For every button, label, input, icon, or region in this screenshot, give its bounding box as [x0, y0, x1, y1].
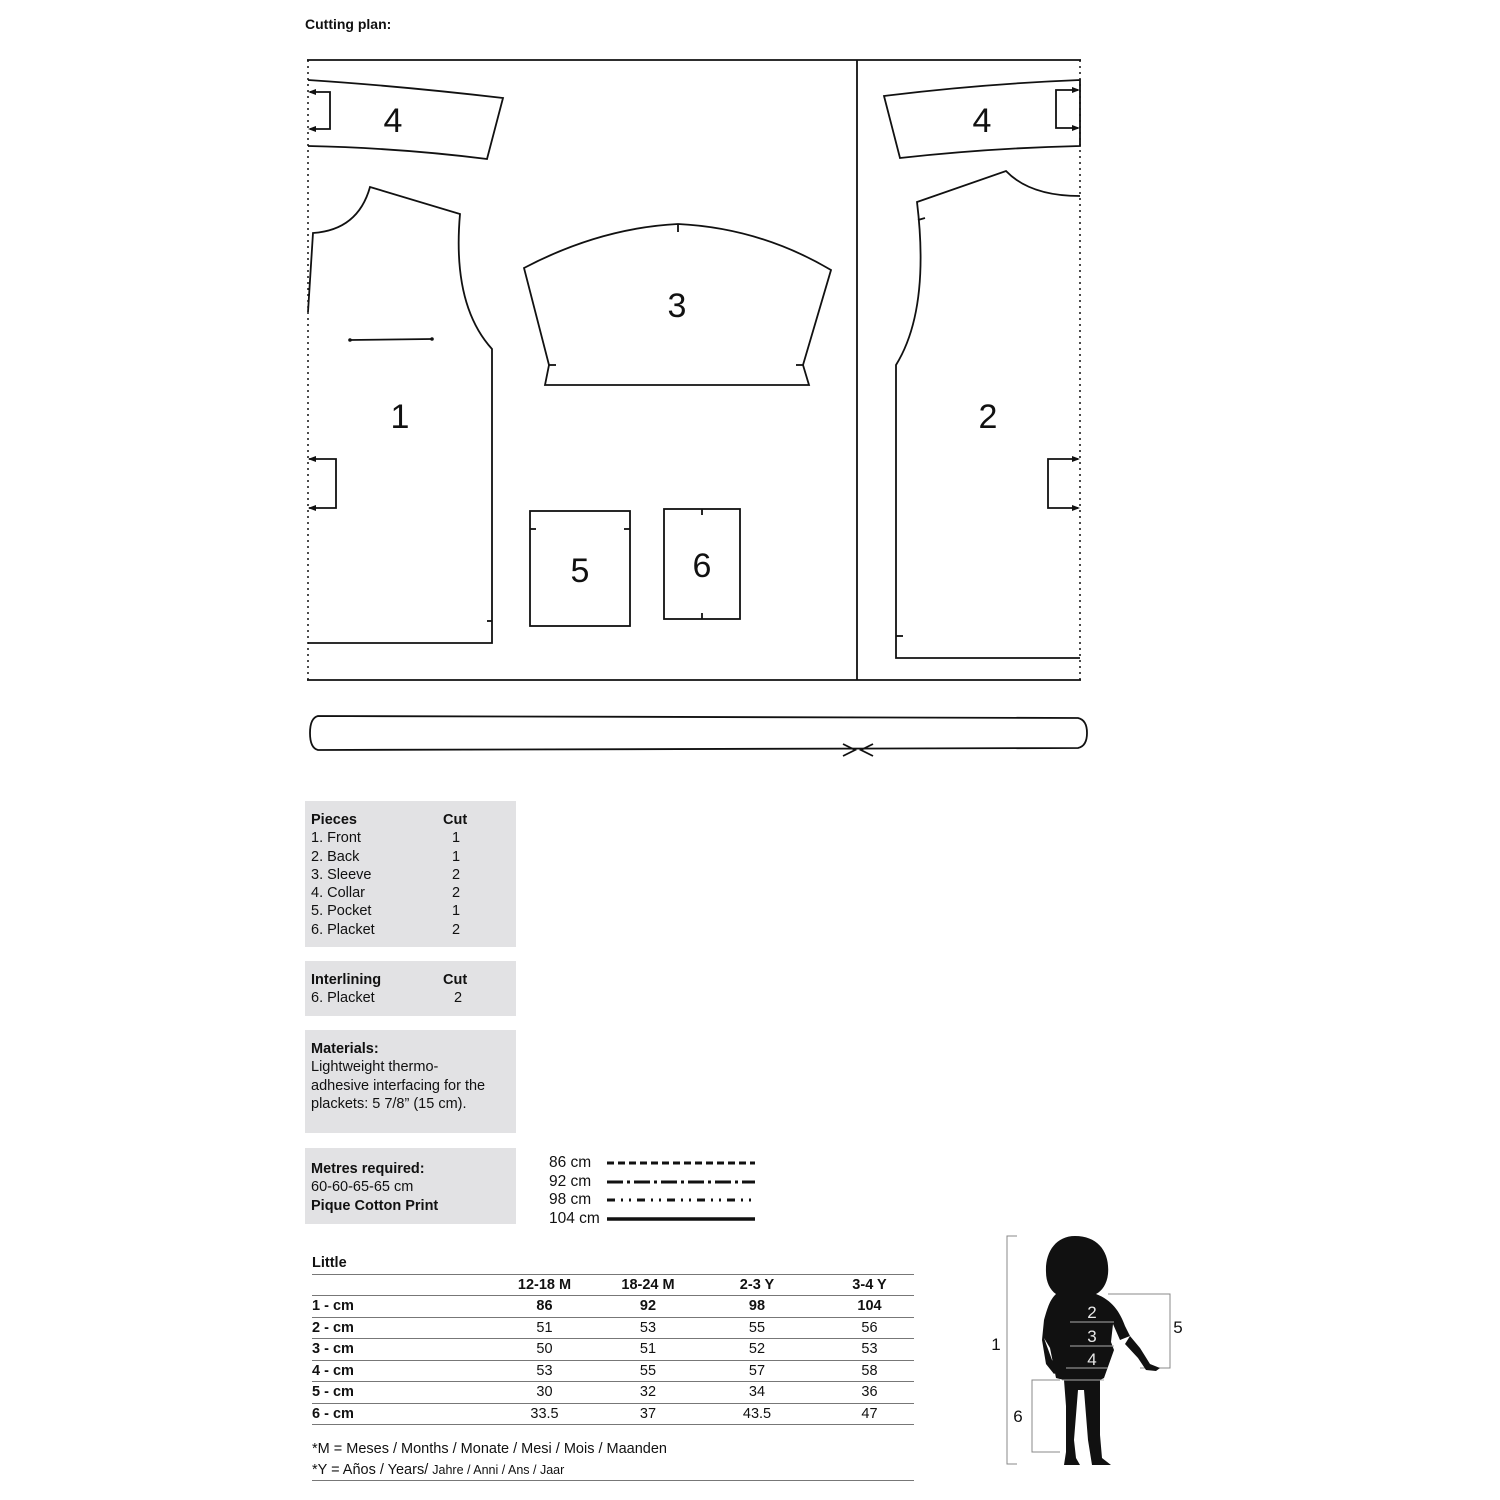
- legend-label: 92 cm: [549, 1172, 592, 1190]
- row-label: 6 - cm: [312, 1403, 482, 1425]
- piece-row-cut: 2: [451, 866, 461, 883]
- child-silhouette-icon: [1042, 1236, 1160, 1465]
- table-row: [312, 1339, 914, 1361]
- inseam-bracket: [1032, 1380, 1060, 1452]
- size-header: 3-4 Y: [825, 1274, 914, 1296]
- size-header: 12-18 M: [482, 1274, 607, 1296]
- pocket-placement-line: [350, 339, 432, 340]
- size-header: 2-3 Y: [689, 1274, 825, 1296]
- cell: 47: [825, 1403, 914, 1425]
- piece-number-4-right: 4: [972, 102, 992, 140]
- materials-line: Lightweight thermo-: [311, 1059, 439, 1076]
- cell: 43.5: [689, 1403, 825, 1425]
- piece-number-6: 6: [692, 547, 712, 585]
- legend-label: 86 cm: [549, 1154, 592, 1171]
- cell: 86: [482, 1296, 607, 1318]
- row-label: 3 - cm: [312, 1339, 482, 1361]
- metres-value: 60-60-65-65 cm: [311, 1179, 414, 1196]
- cell: 98: [689, 1296, 825, 1318]
- piece-row-name: 2. Back: [311, 848, 360, 865]
- table-row: [312, 1296, 914, 1318]
- size-line-legend: [549, 1154, 757, 1228]
- size-table: [312, 1253, 914, 1425]
- cell: 53: [825, 1339, 914, 1361]
- piece-row-cut: 1: [451, 848, 461, 865]
- interlining-box: [305, 961, 516, 1016]
- child-measurement-figure: [980, 1230, 1200, 1475]
- piece-row-cut: 1: [451, 830, 461, 847]
- materials-line: adhesive interfacing for the: [311, 1077, 486, 1094]
- page-title: Cutting plan:: [305, 16, 392, 32]
- measure-label-1: 1: [991, 1335, 1001, 1354]
- interlining-header: Interlining: [311, 972, 382, 988]
- table-row: [312, 1382, 914, 1404]
- cell: 52: [689, 1339, 825, 1361]
- collar-left-fold-mark: [310, 92, 330, 129]
- piece-number-4-left: 4: [383, 102, 403, 140]
- cell: 50: [482, 1339, 607, 1361]
- back-fold-mark: [1048, 459, 1078, 508]
- piece-number-5: 5: [570, 552, 590, 590]
- collar-left-piece: [308, 80, 503, 159]
- materials-header: Materials:: [311, 1041, 379, 1057]
- piece-row-cut: 2: [451, 885, 461, 902]
- piece-row-name: 5. Pocket: [311, 903, 372, 920]
- row-label: 1 - cm: [312, 1296, 482, 1318]
- legend-solid-line: [607, 1214, 757, 1224]
- cell: 53: [482, 1360, 607, 1382]
- cell: 104: [825, 1296, 914, 1318]
- legend-dashed-line: [607, 1158, 757, 1168]
- materials-box: [305, 1030, 516, 1133]
- cell: 55: [607, 1360, 689, 1382]
- notes-divider: [312, 1480, 914, 1481]
- interlining-cut-header: Cut: [443, 972, 468, 988]
- table-row: [312, 1403, 914, 1425]
- years-note-main: *Y = Años / Years/: [312, 1462, 433, 1478]
- piece-row-name: 4. Collar: [311, 885, 365, 902]
- metres-box: [305, 1148, 516, 1224]
- metres-header: Metres required:: [311, 1161, 425, 1177]
- front-fold-mark: [309, 459, 336, 508]
- piece-row-name: 6. Placket: [311, 921, 375, 938]
- legend-label: 98 cm: [549, 1191, 592, 1208]
- cell: 56: [825, 1317, 914, 1339]
- table-row: [312, 1317, 914, 1339]
- measure-label-6: 6: [1013, 1407, 1023, 1426]
- legend-label: 104 cm: [549, 1209, 600, 1227]
- size-header: 18-24 M: [607, 1274, 689, 1296]
- months-note: *M = Meses / Months / Monate / Mesi / Mois / Maanden: [312, 1441, 667, 1457]
- piece-row-name: 1. Front: [311, 830, 361, 847]
- piece-number-3: 3: [667, 287, 687, 325]
- piece-number-2: 2: [978, 398, 998, 436]
- cell: 36: [825, 1382, 914, 1404]
- materials-line: plackets: 5 7/8” (15 cm).: [311, 1095, 467, 1112]
- row-label: 2 - cm: [312, 1317, 482, 1339]
- cell: 34: [689, 1382, 825, 1404]
- measure-label-2: 2: [1087, 1303, 1097, 1322]
- cell: 58: [825, 1360, 914, 1382]
- legend-dash-dot-dot-line: [607, 1195, 757, 1205]
- pieces-header: Pieces: [311, 812, 357, 828]
- cut-header: Cut: [443, 812, 468, 828]
- piece-row-cut: 1: [451, 903, 461, 920]
- piece-number-1: 1: [390, 398, 410, 436]
- bias-strip-piece: [310, 716, 1087, 750]
- legend-dash-dot-line: [607, 1177, 757, 1187]
- interlining-row-cut: 2: [453, 990, 463, 1007]
- measure-label-3: 3: [1087, 1327, 1097, 1346]
- measure-label-4: 4: [1087, 1350, 1097, 1369]
- interlining-row-name: 6. Placket: [311, 990, 375, 1007]
- measure-label-5: 5: [1173, 1318, 1183, 1337]
- size-group-label: Little: [312, 1253, 482, 1274]
- years-note-small: Jahre / Anni / Ans / Jaar: [432, 1463, 565, 1477]
- cell: 53: [607, 1317, 689, 1339]
- piece-row-cut: 2: [451, 921, 461, 938]
- cell: 51: [607, 1339, 689, 1361]
- cell: 30: [482, 1382, 607, 1404]
- pieces-box: [305, 801, 516, 947]
- years-note: [312, 1462, 564, 1478]
- row-label: 5 - cm: [312, 1382, 482, 1404]
- bias-strip-join-mark: [843, 744, 873, 756]
- cell: 55: [689, 1317, 825, 1339]
- cell: 57: [689, 1360, 825, 1382]
- cell: 33.5: [482, 1403, 607, 1425]
- fabric-name: Pique Cotton Print: [311, 1197, 439, 1214]
- cell: 32: [607, 1382, 689, 1404]
- cell: 92: [607, 1296, 689, 1318]
- table-row: [312, 1360, 914, 1382]
- cell: 51: [482, 1317, 607, 1339]
- row-label: 4 - cm: [312, 1360, 482, 1382]
- piece-row-name: 3. Sleeve: [311, 866, 372, 883]
- height-bracket: [1007, 1236, 1017, 1464]
- collar-right-fold-mark: [1056, 90, 1078, 128]
- cell: 37: [607, 1403, 689, 1425]
